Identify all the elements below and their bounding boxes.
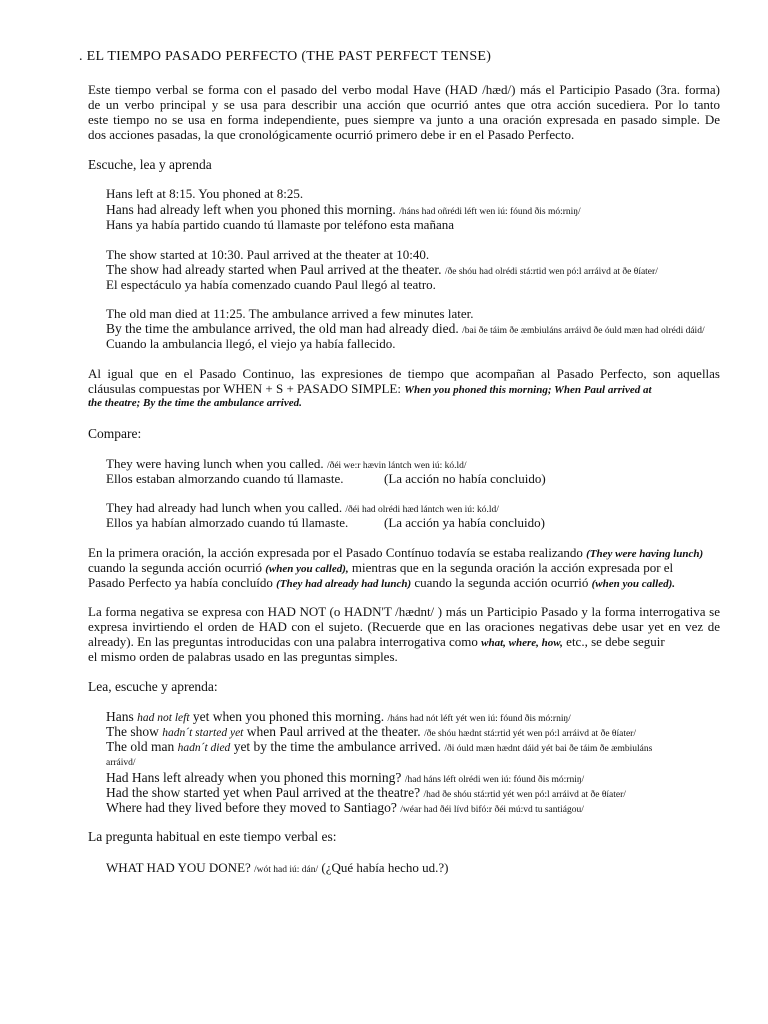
- text: Pasado Perfecto ya había concluído: [88, 575, 273, 590]
- phonetic: /had háns léft olrédi wen iú: fóund ðis mó:rniŋ/: [404, 775, 585, 785]
- text: already). En las preguntas introducidas con una palabra interrogativa como: [88, 634, 478, 649]
- text: Had the show started yet when Paul arrived at the theatre?: [106, 785, 421, 800]
- text: cuando la segunda acción ocurrió: [88, 560, 262, 575]
- compare-1-translation: Ellos estaban almorzando cuando tú llamaste.: [106, 471, 344, 486]
- example-3-simple: The old man died at 11:25. The ambulance arrived a few minutes later.: [106, 306, 474, 321]
- section-heading-escuche: Escuche, lea y aprenda: [88, 157, 212, 172]
- compare-1-note: (La acción no había concluido): [384, 471, 546, 486]
- sentence: Hans had already left when you phoned this morning.: [106, 202, 396, 217]
- text: when Paul arrived at the theater.: [246, 724, 421, 739]
- phonetic: /háns had nót léft yét wen iú: fóund ðis mó:rniŋ/: [387, 714, 571, 724]
- italic-verb: had not left: [137, 712, 190, 724]
- text: En la primera oración, la acción expresada por el Pasado Contínuo todavía se estaba realizando: [88, 545, 583, 560]
- example-1-translation: Hans ya había partido cuando tú llamaste por teléfono esta mañana: [106, 217, 454, 232]
- phonetic: /wót had iú: dán/: [254, 865, 319, 875]
- negativa-line-4: el mismo orden de palabras usado en las preguntas simples.: [88, 649, 398, 664]
- phonetic: /bai ðe táim ðe æmbiuláns arráivd ðe óuld mæn had olrédi dáid/: [462, 326, 705, 336]
- intro-line-3: este tiempo no se usa en forma independiente, pues siempre va junto a una oración expresada en pasado simple. De: [88, 112, 720, 127]
- example-2-translation: El espectáculo ya había comenzado cuando Paul llegó al teatro.: [106, 277, 436, 292]
- phonetic: /wéar had ðéi lívd bifó:r ðéi mú:vd tu santiágou/: [400, 805, 584, 815]
- text: cuando la segunda acción ocurrió: [414, 575, 589, 590]
- italic-example: what, where, how,: [481, 637, 563, 649]
- habitual-question-intro: La pregunta habitual en este tiempo verbal es:: [88, 829, 337, 844]
- text: Hans: [106, 709, 134, 724]
- text: Had Hans left already when you phoned this morning?: [106, 770, 402, 785]
- text: The show: [106, 724, 159, 739]
- phonetic: /ðéi had olrédi hæd lántch wen iú: kó.ld/: [345, 505, 499, 515]
- ex4-line-3: [106, 739, 652, 757]
- italic-example: (They had already had lunch): [276, 578, 412, 590]
- phonetic: /háns had oñrédi léft wen iú: fóund ðis mó:rniŋ/: [399, 207, 581, 217]
- text: The old man: [106, 739, 175, 754]
- igual-examples: When you phoned this morning; When Paul arrived at: [404, 384, 652, 396]
- sentence: They were having lunch when you called.: [106, 456, 324, 471]
- ex4-line-6: [106, 800, 584, 818]
- phonetic: /had ðe shóu stá:rtid yét wen pó:l arráivd at ðe θíater/: [423, 790, 626, 800]
- italic-verb: hadn´t started yet: [162, 727, 244, 739]
- phonetic: /ðe shóu had olrédi stá:rtid wen pó:l arráivd at ðe θíater/: [444, 267, 658, 277]
- igual-line-3: the theatre; By the time the ambulance arrived.: [88, 397, 302, 409]
- compare-2-translation: Ellos ya habían almorzado cuando tú llamaste.: [106, 515, 349, 530]
- sentence: They had already had lunch when you called.: [106, 500, 343, 515]
- example-1-simple: Hans left at 8:15. You phoned at 8:25.: [106, 186, 304, 201]
- phonetic: /ðéi we:r hævin lántch wen iú: kó.ld/: [326, 461, 467, 471]
- text: yet when you phoned this morning.: [192, 709, 385, 724]
- example-2-simple: The show started at 10:30. Paul arrived at the theater at 10:40.: [106, 247, 430, 262]
- sentence: By the time the ambulance arrived, the old man had already died.: [106, 321, 459, 336]
- negativa-line-2: expresa invirtiendo el orden de HAD con el sujeto. (Recuerde que en las oraciones negativas debe usar yet en vez de: [88, 619, 720, 634]
- section-heading-lea: Lea, escuche y aprenda:: [88, 679, 218, 694]
- ex4-line-3-phonetic-cont: arráivd/: [106, 758, 136, 768]
- sentence: The show had already started when Paul arrived at the theater.: [106, 262, 442, 277]
- intro-line-1: Este tiempo verbal se forma con el pasado del verbo modal Have (HAD /hæd/) más el Participio Pasado (3ra. forma): [88, 82, 720, 97]
- text: Where had they lived before they moved to Santiago?: [106, 800, 397, 815]
- text: mientras que en la segunda oración la acción expresada por el: [351, 560, 674, 575]
- italic-example: (They were having lunch): [586, 548, 704, 560]
- italic-example: (when you called).: [591, 578, 676, 590]
- primera-line-3: [88, 575, 675, 592]
- intro-line-2: de un verbo principal y se usa para describir una acción que ocurrió antes que otra acción sucediera. Por lo tanto: [88, 97, 720, 112]
- intro-line-4: dos acciones pasadas, la que cronológicamente ocurrió primero debe ir en el Pasado Perfecto.: [88, 127, 575, 142]
- section-heading-compare: Compare:: [88, 426, 142, 441]
- igual-line-1: Al igual que en el Pasado Continuo, las expresiones de tiempo que acompañan al Pasado Perfecto, son aquellas: [88, 366, 720, 381]
- italic-verb: hadn´t died: [177, 742, 231, 754]
- phonetic: /ðe shóu hædnt stá:rtid yét wen pó:l arráivd at ðe θíater/: [424, 729, 636, 739]
- what-had-you-done-line: [106, 860, 448, 878]
- italic-example: (when you called),: [265, 563, 349, 575]
- text: WHAT HAD YOU DONE?: [106, 860, 251, 875]
- phonetic: /ði óuld mæn hædnt dáid yét bai ðe táim ðe æmbiuláns: [444, 744, 653, 754]
- igual-text: cláusulas compuestas por WHEN + S + PASADO SIMPLE:: [88, 381, 401, 396]
- text: etc., se debe seguir: [566, 634, 665, 649]
- compare-2-note: (La acción ya había concluido): [384, 515, 545, 530]
- example-3-translation: Cuando la ambulancia llegó, el viejo ya había fallecido.: [106, 336, 396, 351]
- page-title: . EL TIEMPO PASADO PERFECTO (THE PAST PERFECT TENSE): [79, 49, 492, 64]
- text: yet by the time the ambulance arrived.: [233, 739, 441, 754]
- negativa-line-1: La forma negativa se expresa con HAD NOT (o HADN'T /hædnt/ ) más un Participio Pasado y la forma interrogativa se: [88, 604, 720, 619]
- translation: (¿Qué había hecho ud.?): [321, 860, 449, 875]
